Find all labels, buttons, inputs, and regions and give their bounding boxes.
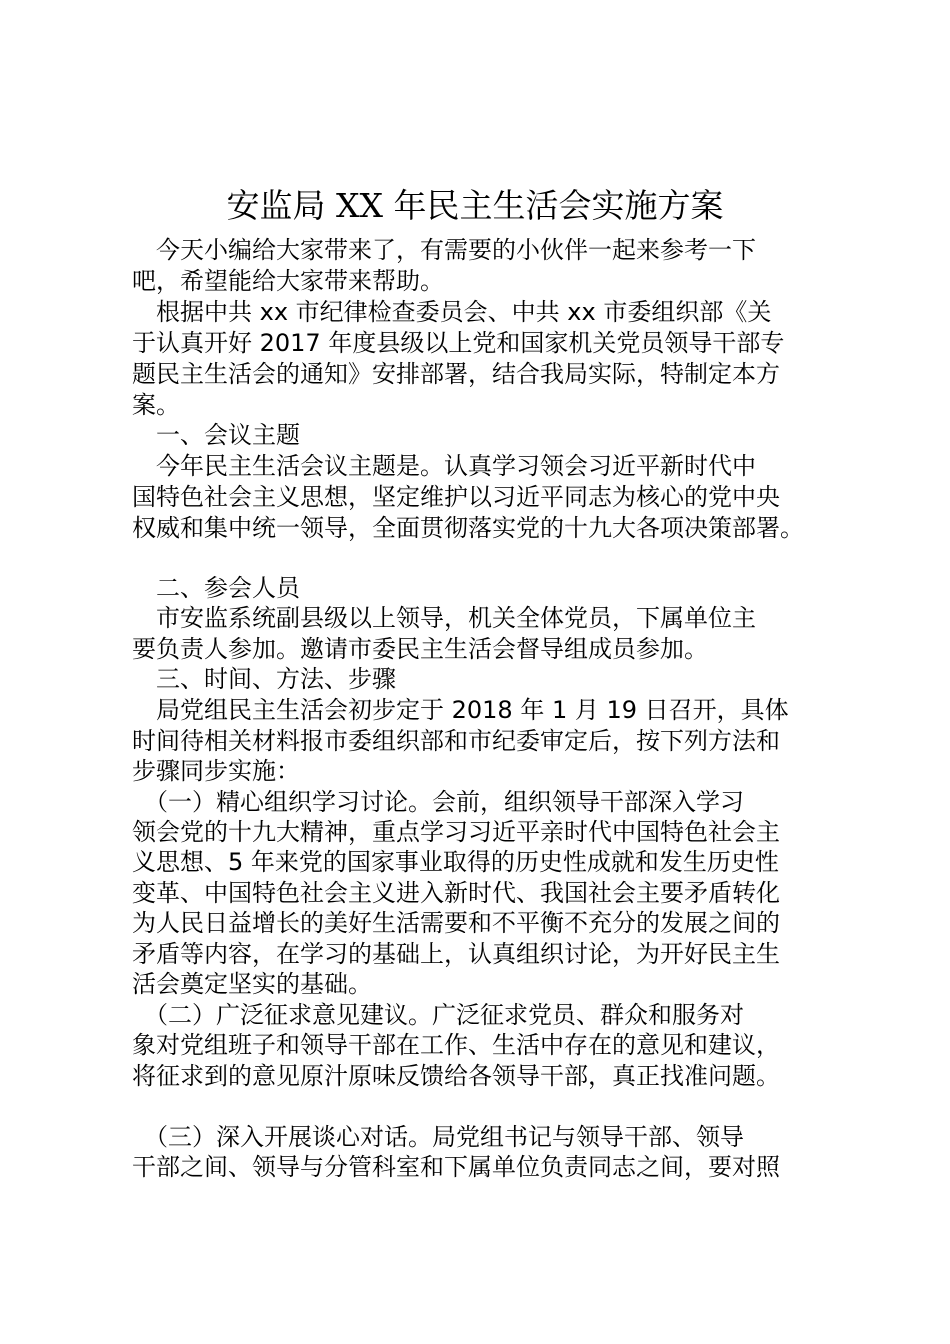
section-heading-1: 一、会议主题 bbox=[132, 421, 300, 449]
text-line-19: 领会党的十九大精神，重点学习习近平亲时代中国特色社会主 bbox=[132, 818, 780, 846]
section-heading-3: 三、时间、方法、步骤 bbox=[132, 665, 396, 693]
text-line-20: 义思想、5 年来党的国家事业取得的历史性成就和发生历史性 bbox=[132, 848, 779, 876]
text-line-8: 今年民主生活会议主题是。认真学习领会习近平新时代中 bbox=[132, 452, 756, 480]
text-line-26: 象对党组班子和领导干部在工作、生活中存在的意见和建议， bbox=[132, 1031, 780, 1059]
text-line-9: 国特色社会主义思想，坚定维护以习近平同志为核心的党中央 bbox=[132, 483, 780, 511]
document-title: 安监局 XX 年民主生活会实施方案 bbox=[226, 186, 724, 225]
text-line-2: 吧，希望能给大家带来帮助。 bbox=[132, 267, 444, 295]
text-line-3: 根据中共 xx 市纪律检查委员会、中共 xx 市委组织部《关 bbox=[132, 298, 772, 326]
text-line-1: 今天小编给大家带来了，有需要的小伙伴一起来参考一下 bbox=[132, 236, 756, 264]
text-line-6: 案。 bbox=[132, 391, 180, 419]
text-line-23: 矛盾等内容，在学习的基础上，认真组织讨论，为开好民主生 bbox=[132, 940, 780, 968]
text-line-17: 步骤同步实施： bbox=[132, 757, 300, 785]
text-line-25: （二）广泛征求意见建议。广泛征求党员、群众和服务对 bbox=[132, 1001, 744, 1029]
text-line-18: （一）精心组织学习讨论。会前，组织领导干部深入学习 bbox=[132, 788, 744, 816]
text-line-29: 干部之间、领导与分管科室和下属单位负责同志之间，要对照 bbox=[132, 1153, 780, 1181]
text-line-16: 时间待相关材料报市委组织部和市纪委审定后，按下列方法和 bbox=[132, 727, 780, 755]
text-line-5: 题民主生活会的通知》安排部署，结合我局实际，特制定本方 bbox=[132, 360, 780, 388]
text-line-21: 变革、中国特色社会主义进入新时代、我国社会主要矛盾转化 bbox=[132, 879, 780, 907]
text-line-10: 权威和集中统一领导，全面贯彻落实党的十九大各项决策部署。 bbox=[132, 514, 804, 542]
text-line-12: 市安监系统副县级以上领导，机关全体党员，下属单位主 bbox=[132, 604, 756, 632]
section-heading-2: 二、参会人员 bbox=[132, 574, 300, 602]
text-line-13: 要负责人参加。邀请市委民主生活会督导组成员参加。 bbox=[132, 635, 708, 663]
text-line-27: 将征求到的意见原汁原味反馈给各领导干部，真正找准问题。 bbox=[132, 1062, 780, 1090]
text-line-4: 于认真开好 2017 年度县级以上党和国家机关党员领导干部专 bbox=[132, 329, 785, 357]
text-line-15: 局党组民主生活会初步定于 2018 年 1 月 19 日召开，具体 bbox=[132, 696, 789, 724]
text-line-28: （三）深入开展谈心对话。局党组书记与领导干部、领导 bbox=[132, 1123, 744, 1151]
text-line-22: 为人民日益增长的美好生活需要和不平衡不充分的发展之间的 bbox=[132, 909, 780, 937]
text-line-24: 活会奠定坚实的基础。 bbox=[132, 970, 372, 998]
